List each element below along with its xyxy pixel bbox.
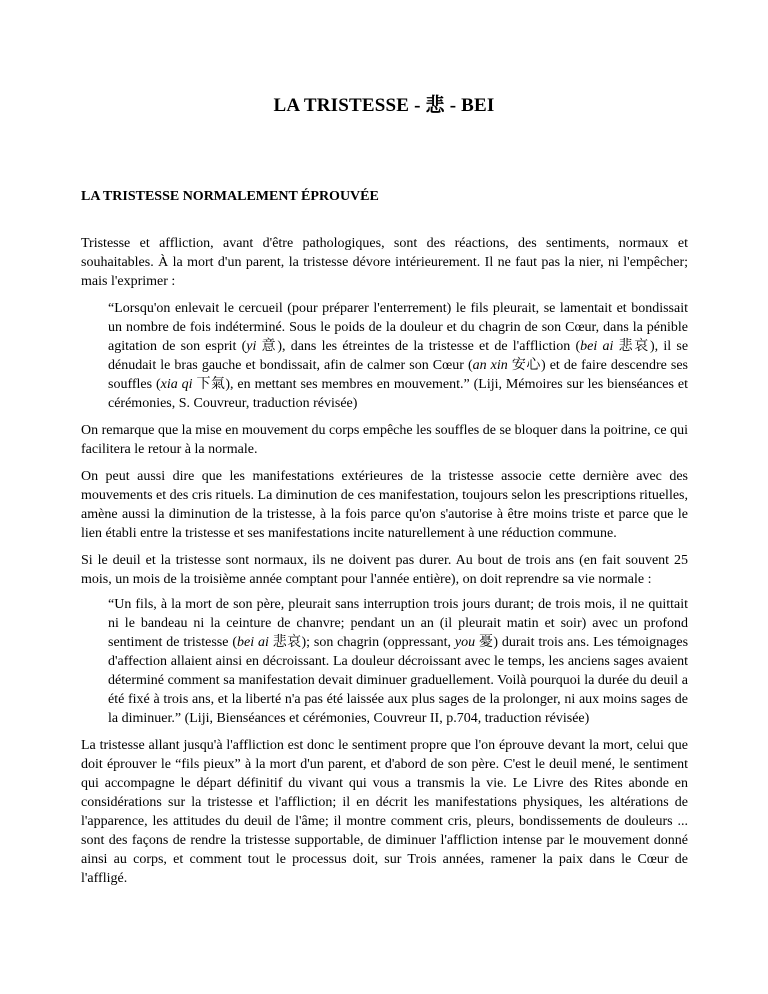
hanzi-an-xin: 安心 [507,358,541,373]
term-xia-qi: xia qi [160,377,193,392]
paragraph-manifestations: On peut aussi dire que les manifestations extérieures de la tristesse associe cette dernière avec des mouvements et des cris rituels. La diminution de ces manifestation, toujours selon les prescriptions rituelles, amène aussi la diminution de la tristesse, à la fois parce qu'on s'autorise à être moins triste et parce que le lien établi entre la tristesse et ses manifestations incite naturellement à une réduction commune. [81,469,688,541]
document-title: LA TRISTESSE - 悲 - BEI [273,95,495,116]
paragraph-duration: Si le deuil et la tristesse sont normaux, ils ne doivent pas durer. Au bout de trois ans (en fait souvent 25 mois, un mois de la troisième année comptant pour l'année entière), on doit reprendre sa vie normale : [81,553,688,587]
term-bei-ai-2: bei ai [237,635,269,650]
term-yi: yi [246,339,257,354]
term-an-xin: an xin [472,358,508,373]
hanzi-bei-ai-2: 悲哀 [268,635,302,650]
paragraph-conclusion: La tristesse allant jusqu'à l'affliction est donc le sentiment propre que l'on éprouve devant la mort, celui que doit éprouver le “fils pieux” à la mort d'un parent, et d'abord de son père. C'est le deuil mené, le sentiment qui accompagne le départ définitif du vivant qui vous a transmis la vie. Le Livre des Rites abonde en considérations sur la tristesse et l'affliction; il en décrit les manifestations physiques, les altérations de l'apparence, les attitudes du deuil de l'âme; il montre comment cris, pleurs, bondissements de douleurs ... sont des façons de rendre la tristesse supportable, de diminuer l'affliction intense par le mouvement donné ainsi au corps, et comment tout le processus doit, sur Trois années, ramener la paix dans le Cœur de l'affligé. [81,738,688,886]
hanzi-yi: 意 [256,339,278,354]
section-heading: LA TRISTESSE NORMALEMENT ÉPROUVÉE [81,189,379,204]
paragraph-movement: On remarque que la mise en mouvement du corps empêche les souffles de se bloquer dans la poitrine, ce qui facilitera le retour à la normale. [81,423,688,457]
quote-mourning: “Un fils, à la mort de son père, pleurait sans interruption trois jours durant; de trois mois, il ne quittait ni le bandeau ni la ceinture de chanvre; pendant un an (il pleurait matin et soir) avec un profond sentiment de tristesse (bei ai 悲哀); son chagrin (oppressant, you 憂) durait trois ans. Les témoignages d'affection allaient ainsi en décroissant. La douleur décroissant avec le temps, les anciens sages avaient déterminé comment sa manifestation devait diminuer graduellement. Voilà pourquoi la durée du deuil a été fixé à trois ans, et la liberté n'a pas été laissée aux plus sages de la prolonger, ni aux moins sages de la diminuer.” (Liji, Bienséances et cérémonies, Couvreur II, p.704, traduction révisée) [108,597,689,726]
hanzi-xia-qi: 下氣 [192,377,226,392]
term-bei-ai: bei ai [580,339,614,354]
hanzi-you: 憂 [475,635,494,650]
hanzi-bei-ai: 悲哀 [613,339,650,354]
paragraph-intro: Tristesse et affliction, avant d'être pathologiques, sont des réactions, des sentiments, normaux et souhaitables. À la mort d'un parent, la tristesse dévore intérieurement. Il ne faut pas la nier, ni l'empêcher; mais l'exprimer : [81,236,688,289]
document-body [81,234,688,896]
term-you: you [454,635,476,650]
quote-coffin: “Lorsqu'on enlevait le cercueil (pour préparer l'enterrement) le fils pleurait, se lamentait et bondissait un nombre de fois indéterminé. Sous le poids de la douleur et du chagrin de son Cœur, dans la pénible agitation de son esprit (yi 意), dans les étreintes de la tristesse et de l'affliction (bei ai 悲哀), il se dénudait le bras gauche et bondissait, afin de calmer son Cœur (an xin 安心) et de faire descendre ses souffles (xia qi 下氣), en mettant ses membres en mouvement.” (Liji, Mémoires sur les bienséances et cérémonies, S. Couvreur, traduction révisée) [108,301,689,411]
